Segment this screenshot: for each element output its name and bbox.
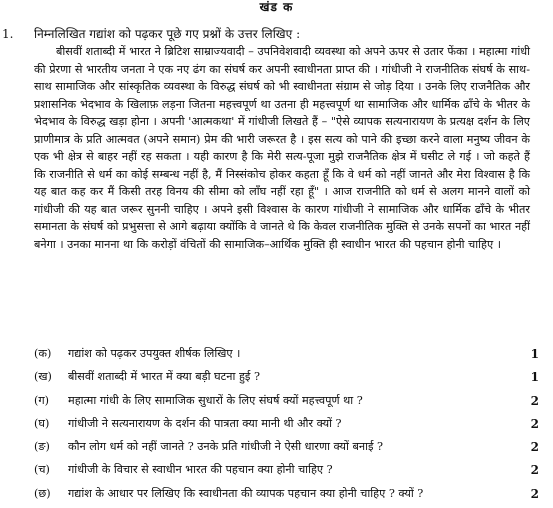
sub-question (34, 415, 539, 438)
section-title: खंड क (259, 0, 294, 14)
question-instruction: निम्नलिखित गद्यांश को पढ़कर पूछे गए प्रश्नों के उत्तर लिखिए : (34, 27, 301, 41)
sub-question (34, 392, 539, 415)
sub-question-label: (ख) (34, 370, 52, 384)
sub-question-marks: 2 (530, 486, 539, 501)
sub-question (34, 438, 539, 461)
sub-question-label: (च) (34, 463, 50, 477)
sub-question-label: (ङ) (34, 440, 50, 454)
sub-question-text: महात्मा गांधी के लिए सामाजिक सुधारों के लिए संघर्ष क्यों महत्त्वपूर्ण था ? (68, 393, 363, 407)
sub-question (34, 485, 539, 508)
sub-question-label: (क) (34, 347, 52, 360)
sub-question-marks: 1 (530, 347, 539, 361)
reading-passage: बीसवीं शताब्दी में भारत ने ब्रिटिश साम्राज्यवादी – उपनिवेशवादी व्यवस्था को अपने ऊपर से उतार फेंका । महात्मा गांधी की प्रेरणा से भारतीय जनता ने एक नए ढंग का संघर्ष कर अपनी स्वाधीनता प्राप्त की । गांधीजी ने राजनीतिक संघर्ष के साथ-साथ सामाजिक और सांस्कृतिक व्यवस्था के विरुद्ध संघर्ष को भी स्वाधीनता संग्राम से जोड़ दिया । उनके लिए राजनैतिक और प्रशासनिक भेदभाव के खिलाफ़ लड़ना जितना महत्त्वपूर्ण था उतना ही महत्त्वपूर्ण था सामाजिक और धार्मिक ढाँचे के भीतर के भेदभाव के विरुद्ध खड़ा होना । अपनी 'आत्मकथा' में गांधीजी लिखते हैं – "ऐसे व्यापक सत्यनारायण के प्रत्यक्ष दर्शन के लिए प्राणीमात्र के प्रति आत्मवत (अपने समान) प्रेम की भारी जरूरत है । इस सत्य को पाने की इच्छा करने वाला मनुष्य जीवन के एक भी क्षेत्र से बाहर नहीं रह सकता । यही कारण है कि मेरी सत्य-पूजा मुझे राजनैतिक क्षेत्र में घसीट ले गई । जो कहते हैं कि राजनीति से धर्म का कोई सम्बन्ध नहीं है, मैं निस्संकोच होकर कहता हूँ कि वे धर्म को नहीं जानते और मेरा विश्वास है कि यह बात कह कर मैं किसी तरह विनय की सीमा को लाँघ नहीं रहा हूँ" । आज राजनीति को धर्म से अलग मानने वालों को गांधीजी की यह बात जरूर सुननी चाहिए । अपने इसी विश्वास के कारण गांधीजी ने सामाजिक और धार्मिक ढाँचे के भीतर समानता के संघर्ष को प्रभुसत्ता से आगे बढ़ाया क्योंकि वे जानते थे कि केवल राजनीतिक मुक्ति से उनके सपनों का भारत नहीं बनेगा । उनका मानना था कि करोड़ों वंचितों की सामाजिक–आर्थिक मुक्ति ही स्वाधीन भारत की पहचान होनी चाहिए । (34, 45, 530, 252)
sub-question-text: गांधीजी के विचार से स्वाधीन भारत की पहचान क्या होनी चाहिए ? (68, 463, 333, 477)
sub-question-list (34, 345, 539, 508)
sub-question-label: (छ) (34, 486, 51, 500)
sub-question (34, 345, 539, 368)
sub-question-marks: 2 (530, 416, 539, 431)
sub-question-marks: 1 (530, 370, 539, 385)
sub-question-marks: 2 (530, 393, 539, 408)
sub-question-marks: 2 (530, 463, 539, 478)
sub-question-text: गद्यांश को पढ़कर उपयुक्त शीर्षक लिखिए । (68, 347, 241, 360)
sub-question-text: बीसवीं शताब्दी में भारत में क्या बड़ी घटना हुई ? (68, 370, 260, 384)
sub-question-label: (ग) (34, 393, 50, 407)
sub-question-text: कौन लोग धर्म को नहीं जानते ? उनके प्रति गांधीजी ने ऐसी धारणा क्यों बनाई ? (68, 440, 384, 454)
sub-question-text: गांधीजी ने सत्यनारायण के दर्शन की पात्रता क्या मानी थी और क्यों ? (68, 416, 342, 430)
sub-question-label: (घ) (34, 416, 50, 430)
question-number: 1. (2, 27, 14, 41)
sub-question (34, 368, 539, 391)
sub-question (34, 461, 539, 484)
sub-question-marks: 2 (530, 440, 539, 455)
sub-question-text: गद्यांश के आधार पर लिखिए कि स्वाधीनता की व्यापक पहचान क्या होनी चाहिए ? क्यों ? (68, 486, 424, 500)
